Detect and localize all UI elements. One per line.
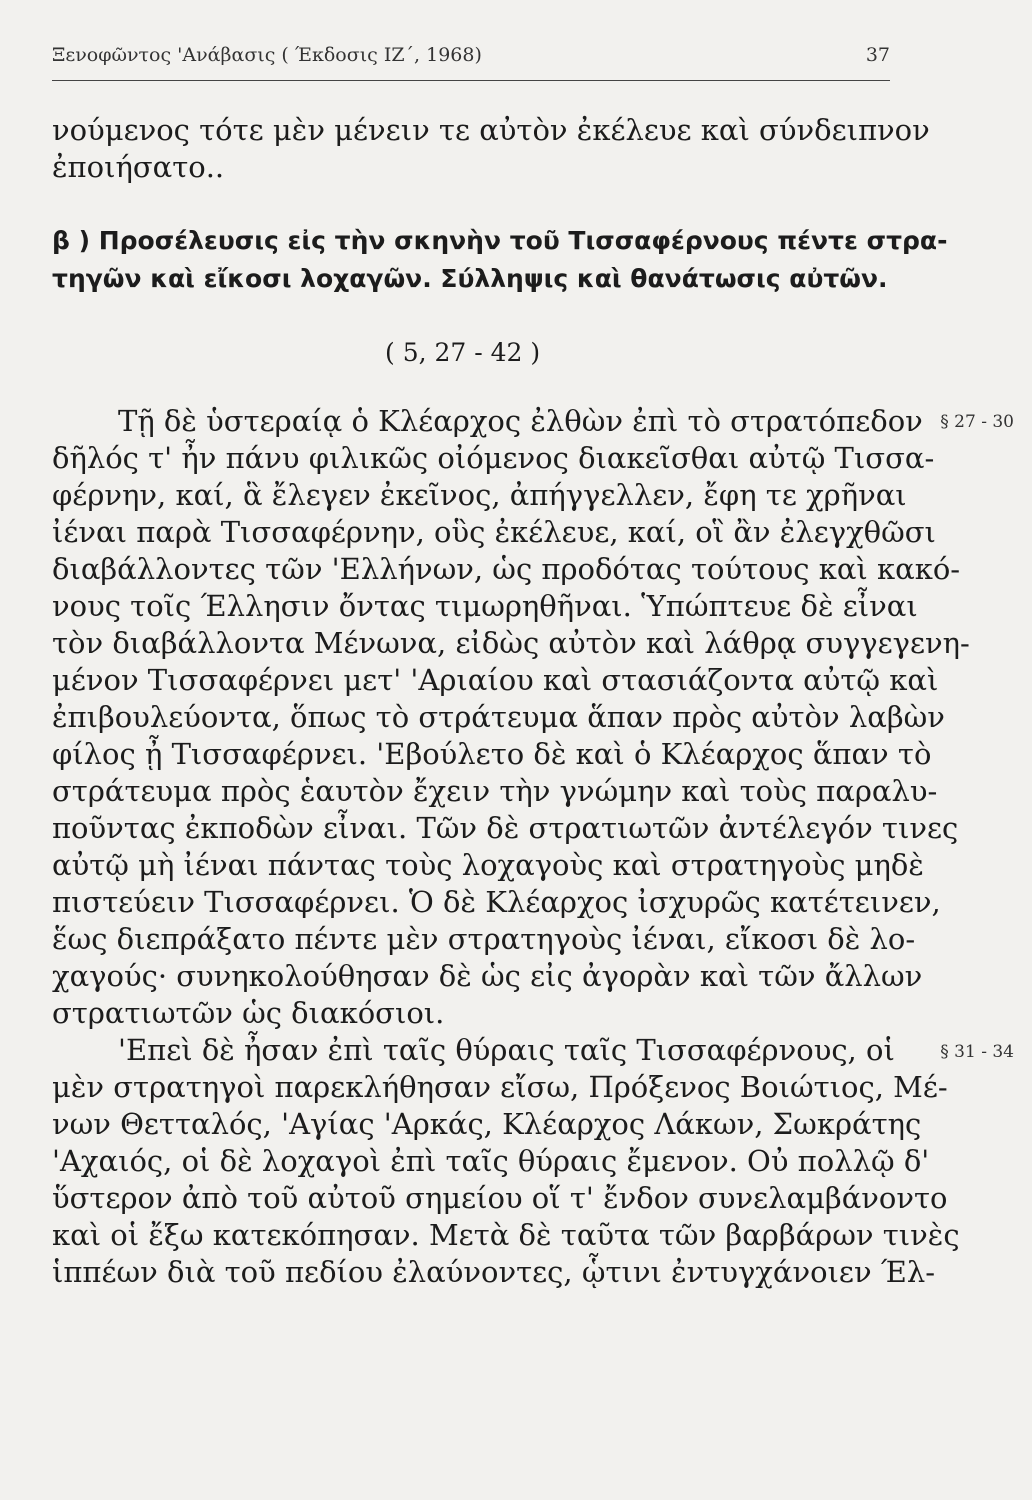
- text-line: νους τοῖς Έλλησιν ὄντας τιμωρηθῆναι. Ὑπώπτευε δὲ εἶναι: [52, 589, 918, 623]
- text-line: 'Αχαιός, οἱ δὲ λοχαγοὶ ἐπὶ ταῖς θύραις ἔμενον. Οὐ πολλῷ δ': [52, 1144, 930, 1178]
- text-line: ἐπιβουλεύοντα, ὅπως τὸ στράτευμα ἅπαν πρὸς αὐτὸν λαβὼν: [52, 700, 945, 734]
- margin-note-27-30: § 27 - 30: [940, 412, 1014, 432]
- text-line: Τῇ δὲ ὑστεραίᾳ ὁ Κλέαρχος ἐλθὼν ἐπὶ τὸ στρατόπεδον: [118, 404, 923, 438]
- text-line: διαβάλλοντες τῶν 'Ελλήνων, ὡς προδότας τούτους καὶ κακό-: [52, 552, 961, 586]
- text-line: ἰέναι παρὰ Τισσαφέρνην, οὓς ἐκέλευε, καί, οἳ ἂν ἐλεγχθῶσι: [52, 515, 936, 549]
- text-line: μὲν στρατηγοὶ παρεκλήθησαν εἴσω, Πρόξενος Βοιώτιος, Μέ-: [52, 1070, 948, 1104]
- text-line: νούμενος τότε μὲν μένειν τε αὐτὸν ἐκέλευε καὶ σύνδειπνον: [52, 113, 930, 147]
- heading-line: τηγῶν καὶ εἴκοσι λοχαγῶν. Σύλληψις καὶ θανάτωσις αὐτῶν.: [52, 264, 888, 293]
- text-line: αὐτῷ μὴ ἰέναι πάντας τοὺς λοχαγοὺς καὶ στρατηγοὺς μηδὲ: [52, 848, 924, 882]
- text-line: ἐποιήσατο..: [52, 150, 225, 184]
- heading-line: β ) Προσέλευσις εἰς τὴν σκηνὴν τοῦ Τισσαφέρνους πέντε στρα-: [52, 226, 948, 255]
- text-line: 'Επεὶ δὲ ἦσαν ἐπὶ ταῖς θύραις ταῖς Τισσαφέρνους, οἱ: [118, 1033, 895, 1067]
- text-line: ποῦντας ἐκποδὼν εἶναι. Τῶν δὲ στρατιωτῶν ἀντέλεγόν τινες: [52, 811, 959, 845]
- intro-text: [52, 112, 930, 186]
- text-line: ὕστερον ἀπὸ τοῦ αὐτοῦ σημείου οἵ τ' ἔνδον συνελαμβάνοντο: [52, 1181, 948, 1215]
- text-line: ἱππέων διὰ τοῦ πεδίου ἐλαύνοντες, ᾧτινι ἐντυγχάνοιεν Έλ-: [52, 1255, 936, 1289]
- section-heading: [52, 222, 948, 298]
- text-line: στρατιωτῶν ὡς διακόσιοι.: [52, 996, 445, 1030]
- text-line: καὶ οἱ ἔξω κατεκόπησαν. Μετὰ δὲ ταῦτα τῶν βαρβάρων τινὲς: [52, 1218, 960, 1252]
- text-line: δῆλός τ' ἦν πάνυ φιλικῶς οἰόμενος διακεῖσθαι αὐτῷ Τισσα-: [52, 441, 935, 475]
- margin-note-31-34: § 31 - 34: [940, 1042, 1014, 1062]
- text-line: πιστεύειν Τισσαφέρνει. Ὁ δὲ Κλέαρχος ἰσχυρῶς κατέτεινεν,: [52, 885, 941, 919]
- text-line: φίλος ᾖ Τισσαφέρνει. 'Εβούλετο δὲ καὶ ὁ Κλέαρχος ἅπαν τὸ: [52, 737, 932, 771]
- text-line: νων Θετταλός, 'Αγίας 'Αρκάς, Κλέαρχος Λάκων, Σωκράτης: [52, 1107, 922, 1141]
- text-line: φέρνην, καί, ἃ ἔλεγεν ἐκεῖνος, ἀπήγγελλεν, ἔφη τε χρῆναι: [52, 478, 907, 512]
- page-number: 37: [865, 44, 890, 66]
- main-text: [52, 403, 970, 1291]
- text-line: ἕως διεπράξατο πέντε μὲν στρατηγοὺς ἰέναι, εἴκοσι δὲ λο-: [52, 922, 916, 956]
- text-line: τὸν διαβάλλοντα Μένωνα, εἰδὼς αὐτὸν καὶ λάθρᾳ συγγεγενη-: [52, 626, 970, 660]
- text-line: στράτευμα πρὸς ἑαυτὸν ἔχειν τὴν γνώμην καὶ τοὺς παραλυ-: [52, 774, 938, 808]
- text-line: μένον Τισσαφέρνει μετ' 'Αριαίου καὶ στασιάζοντα αὐτῷ καὶ: [52, 663, 939, 697]
- running-head-title: Ξενοφῶντος 'Ανάβασις ( Έκδοσις ΙΖ΄, 1968): [52, 44, 482, 66]
- passage-reference: ( 5, 27 - 42 ): [385, 338, 541, 367]
- header-rule: [52, 80, 890, 81]
- text-line: χαγούς· συνηκολούθησαν δὲ ὡς εἰς ἀγορὰν καὶ τῶν ἄλλων: [52, 959, 923, 993]
